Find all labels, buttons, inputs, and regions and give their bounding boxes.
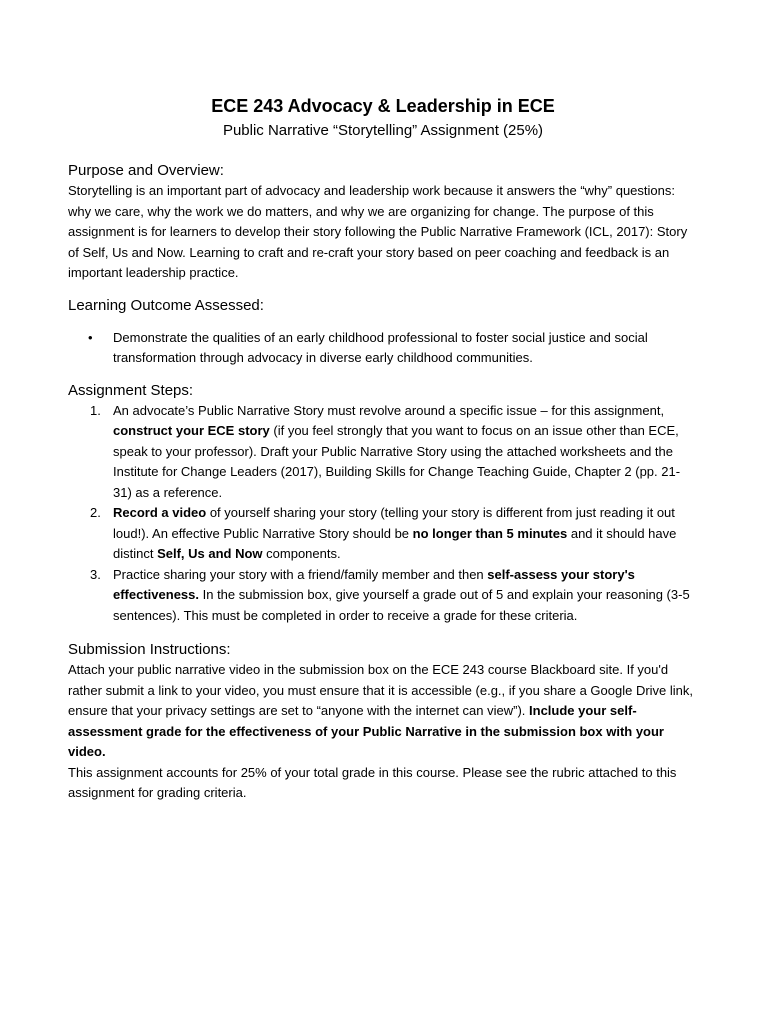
step-number: 2. (90, 505, 101, 520)
step-item-1 (68, 401, 694, 504)
submission-paragraph (68, 660, 694, 763)
step-text: In the submission box, give yourself a grade out of 5 and explain your reasoning (3-5 sentences). This must be completed in order to receive a grade for these criteria. (113, 587, 690, 623)
step-text: Practice sharing your story with a friend/family member and then (113, 566, 488, 582)
step-emphasis: self-assess your story's effectiveness. (113, 566, 635, 602)
step-text: (if you feel strongly that you want to focus on an issue other than ECE, speak to your professor). Draft your Public Narrative Story using the attached worksheets and the Institute for Change Leaders (2017), Building Skills for Change Teaching Guide, Chapter 2 (pp. 21-31) as a reference. (113, 423, 681, 500)
purpose-heading: Purpose and Overview: (68, 162, 224, 179)
step-emphasis: Record a video (113, 505, 207, 520)
step-text: components. (262, 546, 341, 561)
step-text: and it should have distinct (113, 525, 677, 561)
step-item-3 (68, 565, 694, 627)
steps-heading: Assignment Steps: (68, 381, 194, 399)
step-emphasis: construct your ECE story (113, 423, 270, 438)
document-title: ECE 243 Advocacy & Leadership in ECE (211, 96, 555, 116)
document-subtitle: Public Narrative “Storytelling” Assignment (25%) (222, 122, 544, 139)
step-number: 3. (90, 566, 101, 582)
steps-list (68, 401, 694, 627)
outcome-list (68, 328, 694, 369)
purpose-paragraph: Storytelling is an important part of advocacy and leadership work because it answers the “why” questions: why we care, why the work we do matters, and why we are organizing for change. The purpose of this assignment is for learners to develop their story following the Public Narrative Framework (ICL, 2017): Story of Self, Us and Now. Learning to craft and re-craft your story based on peer coaching and feedback is an important leadership practice. (68, 183, 688, 280)
grading-paragraph: This assignment accounts for 25% of your total grade in this course. Please see the rubric attached to this assignment for grading criteria. (68, 764, 677, 800)
submission-heading: Submission Instructions: (68, 641, 231, 658)
step-text: of yourself sharing your story (telling your story is different from just reading it out loud!). An effective Public Narrative Story should be (113, 505, 675, 541)
step-item-2 (68, 503, 694, 565)
list-item (68, 328, 694, 369)
step-emphasis: Self, Us and Now (157, 546, 263, 561)
outcome-item-text: Demonstrate the qualities of an early childhood professional to foster social justice and social transformation through advocacy in diverse early childhood communities. (113, 329, 648, 365)
step-emphasis: no longer than 5 minutes (412, 525, 568, 541)
step-number: 1. (90, 402, 101, 418)
submission-text: Attach your public narrative video in the submission box on the ECE 243 course Blackboard site. If you'd rather submit a link to your video, you must ensure that it is accessible (e.g., if you share a Google Drive link, ensure that your privacy settings are set to “anyone with the internet can view”). (68, 662, 694, 718)
step-text: An advocate’s Public Narrative Story must revolve around a specific issue – for this assignment, (113, 402, 665, 418)
bullet-icon: • (88, 329, 93, 345)
submission-emphasis: Include your self-assessment grade for the effectiveness of your Public Narrative in the submission box with your video. (68, 703, 664, 759)
outcome-heading: Learning Outcome Assessed: (68, 296, 264, 314)
